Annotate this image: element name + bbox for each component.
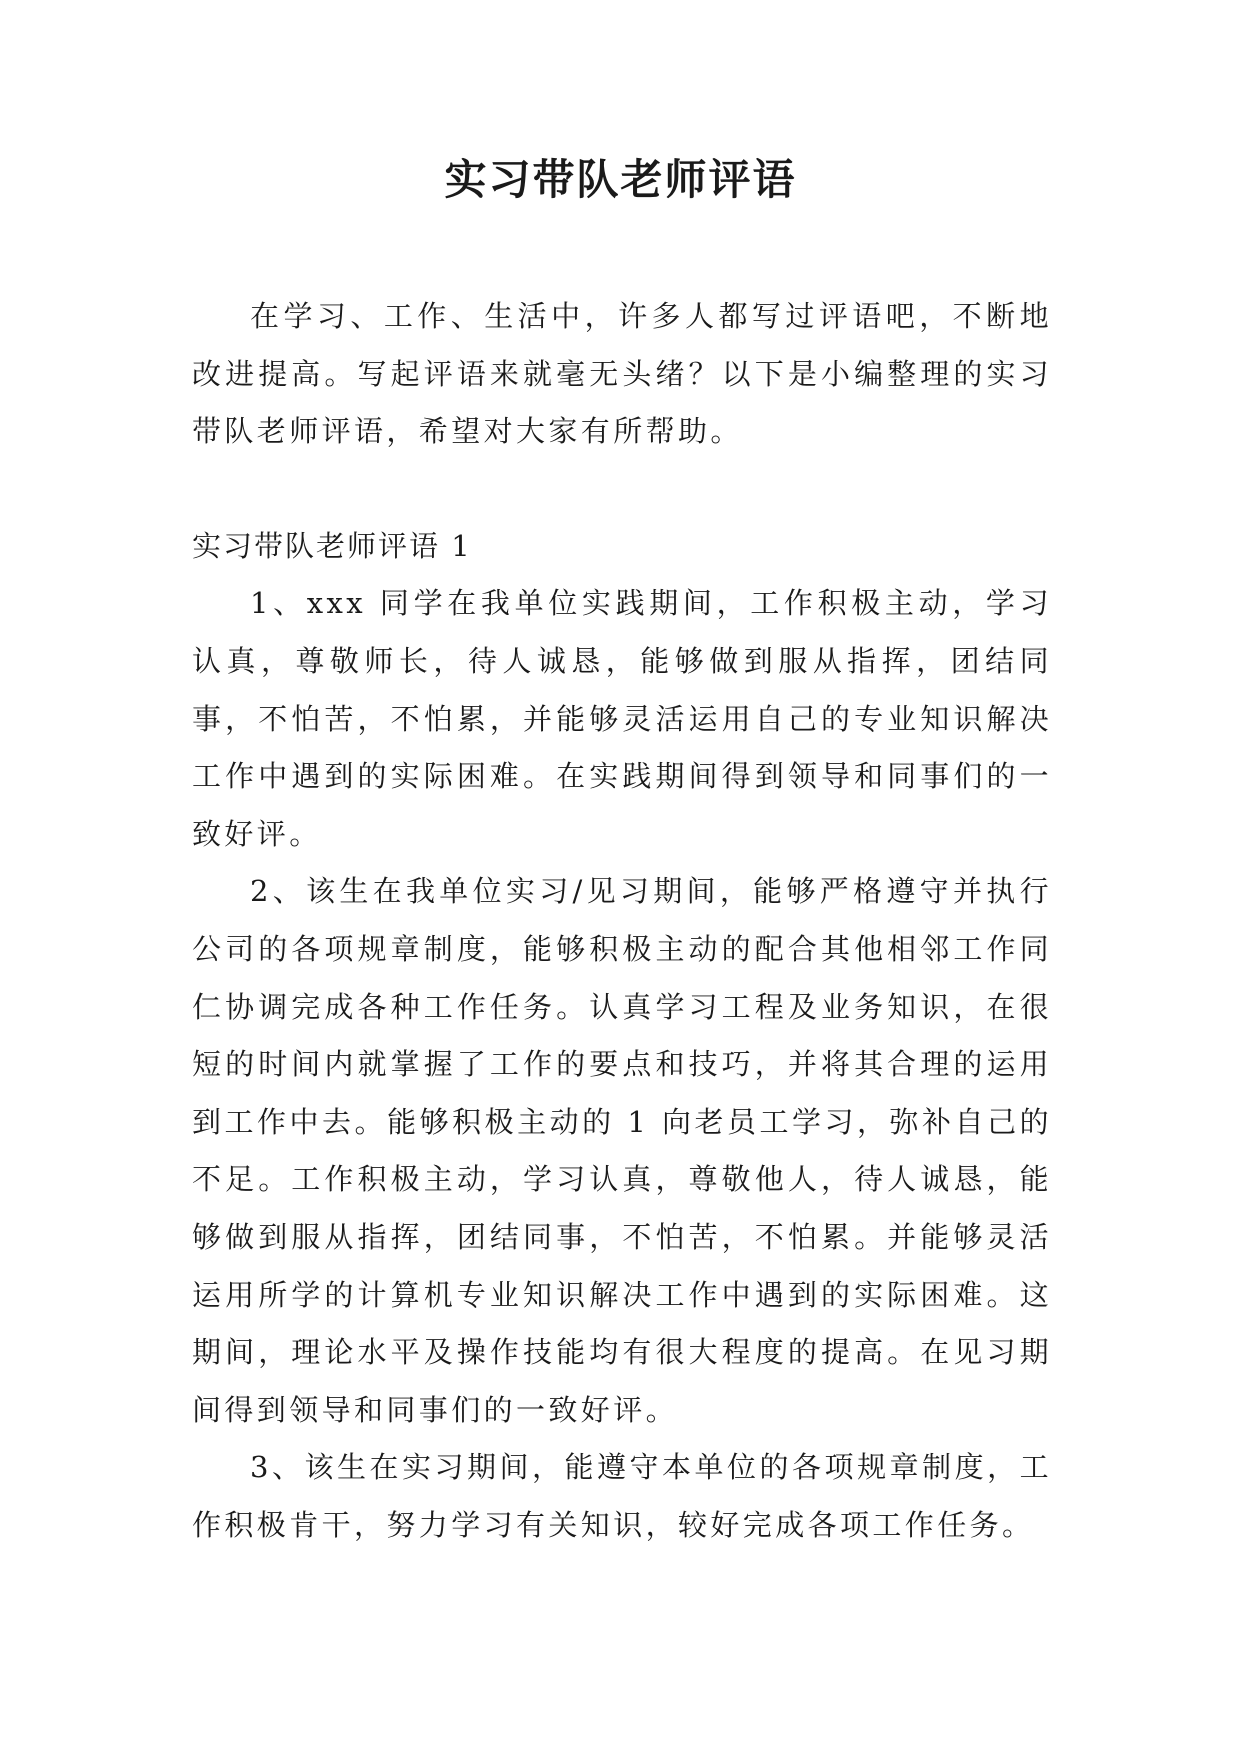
document-title: 实习带队老师评语 xyxy=(444,155,797,204)
document-body xyxy=(192,288,1052,1554)
intro-paragraph: 在学习、工作、生活中，许多人都写过评语吧，不断地改进提高。写起评语来就毫无头绪？以下是小编整理的实习带队老师评语，希望对大家有所帮助。 xyxy=(192,299,1052,449)
comment-paragraph-1: 1、xxx 同学在我单位实践期间，工作积极主动，学习认真，尊敬师长，待人诚恳，能够做到服从指挥，团结同事，不怕苦，不怕累，并能够灵活运用自己的专业知识解决工作中遇到的实际困难。在实践期间得到领导和同事们的一致好评。 xyxy=(192,586,1052,851)
section-heading: 实习带队老师评语 1 xyxy=(192,528,472,563)
comment-paragraph-2: 2、该生在我单位实习/见习期间，能够严格遵守并执行公司的各项规章制度，能够积极主动的配合其他相邻工作同仁协调完成各种工作任务。认真学习工程及业务知识，在很短的时间内就掌握了工作的要点和技巧，并将其合理的运用到工作中去。能够积极主动的 1 向老员工学习，弥补自己的不足。工作积极主动，学习认真，尊敬他人，待人诚恳，能够做到服从指挥，团结同事，不怕苦，不怕累。并能够灵活运用所学的计算机专业知识解决工作中遇到的实际困难。这期间，理论水平及操作技能均有很大程度的提高。在见习期间得到领导和同事们的一致好评。 xyxy=(192,874,1052,1427)
comment-paragraph-3: 3、该生在实习期间，能遵守本单位的各项规章制度，工作积极肯干，努力学习有关知识，较好完成各项工作任务。 xyxy=(192,1450,1052,1542)
